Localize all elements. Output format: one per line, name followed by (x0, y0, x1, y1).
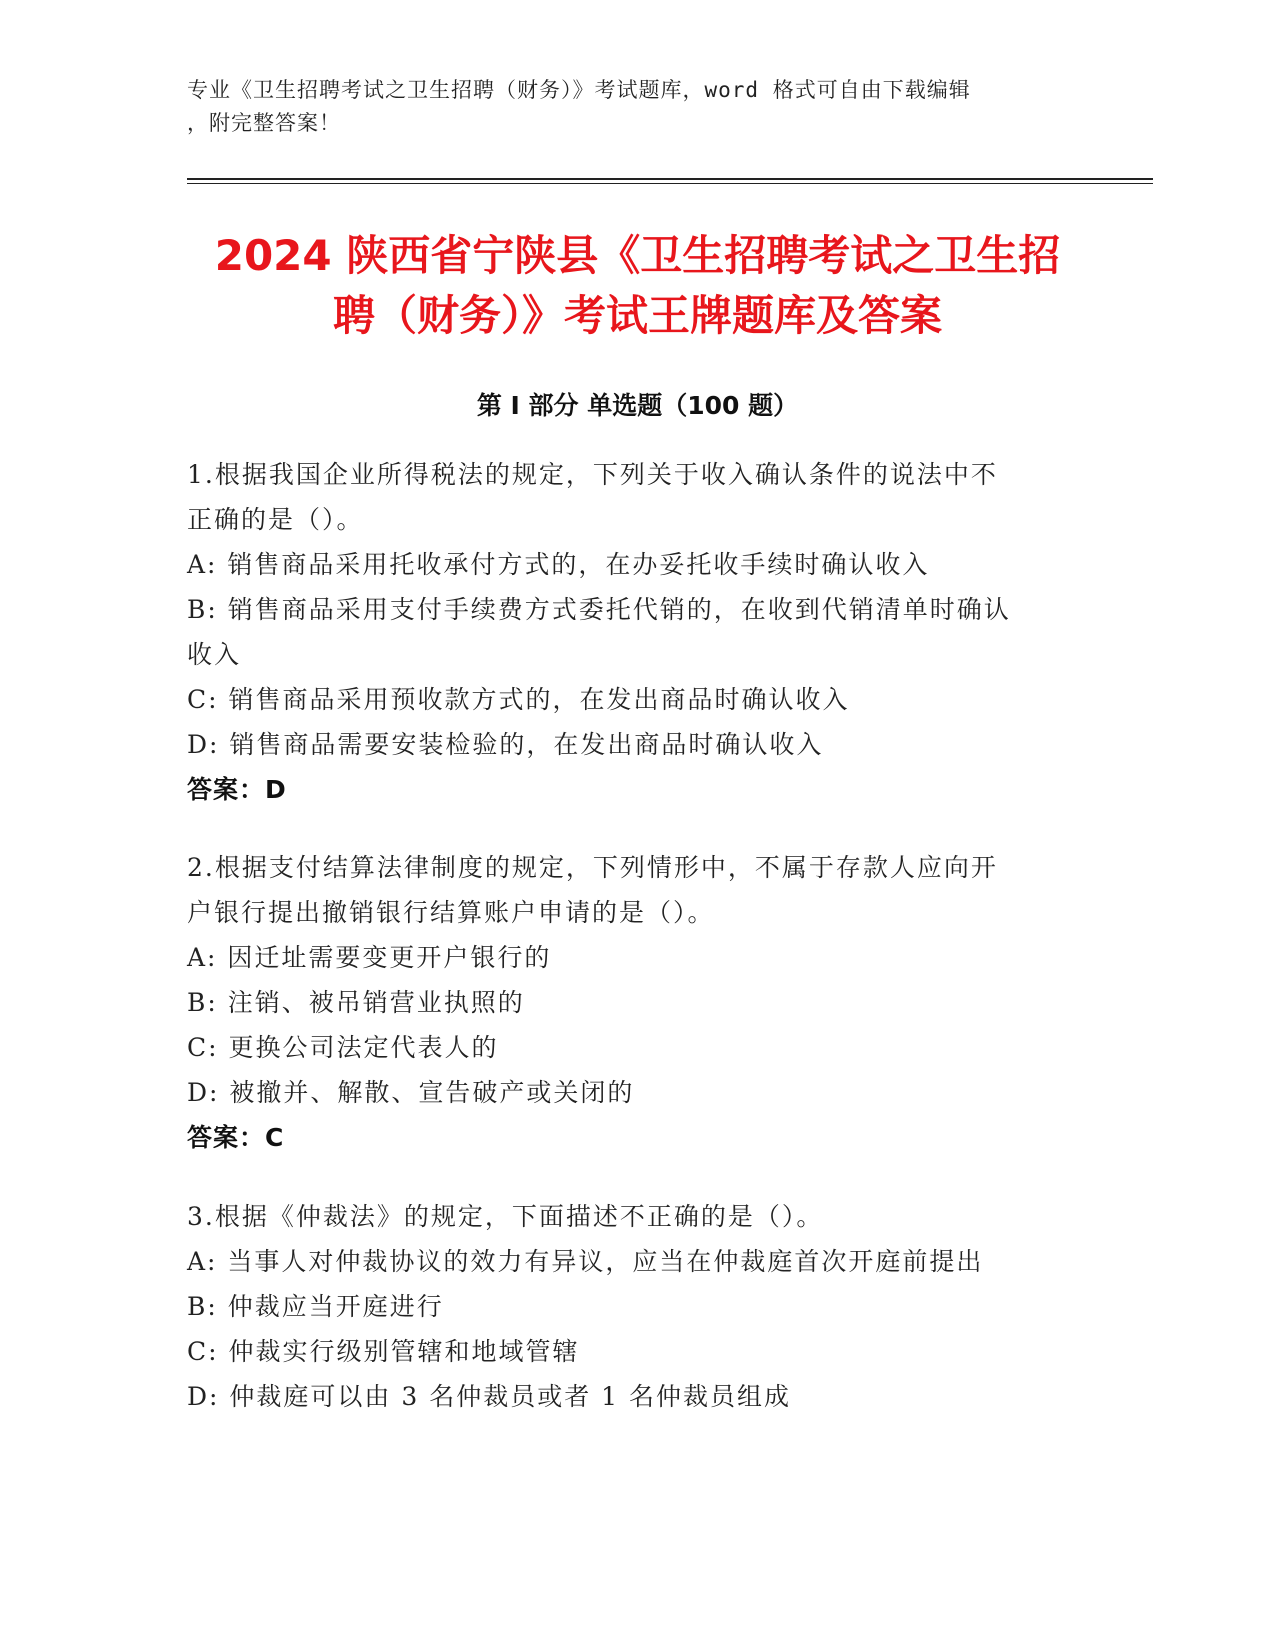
question-3 (187, 1194, 1087, 1419)
question-1-stem-line1: 1.根据我国企业所得税法的规定，下列关于收入确认条件的说法中不 (187, 460, 998, 489)
question-1-option-b-line2: 收入 (187, 640, 242, 669)
title-line-1: 2024 陕西省宁陕县《卫生招聘考试之卫生招 (214, 231, 1061, 280)
question-2 (187, 845, 1087, 1160)
question-1-stem-line2: 正确的是（）。 (187, 505, 364, 534)
question-2-stem-line1: 2.根据支付结算法律制度的规定，下列情形中，不属于存款人应向开 (187, 853, 998, 882)
section-heading: 第 I 部分 单选题（100 题） (476, 391, 799, 420)
question-2-option-d: D: 被撤并、解散、宣告破产或关闭的 (187, 1078, 635, 1107)
question-3-option-a: A: 当事人对仲裁协议的效力有异议，应当在仲裁庭首次开庭前提出 (187, 1247, 984, 1276)
question-2-option-a: A: 因迁址需要变更开户银行的 (187, 943, 552, 972)
question-3-option-b: B: 仲裁应当开庭进行 (187, 1292, 444, 1321)
question-1 (187, 452, 1087, 812)
header-note (187, 74, 1087, 140)
header-divider-thick (187, 178, 1153, 180)
question-1-option-b-line1: B: 销售商品采用支付手续费方式委托代销的，在收到代销清单时确认 (187, 595, 1011, 624)
question-1-option-a: A: 销售商品采用托收承付方式的，在办妥托收手续时确认收入 (187, 550, 930, 579)
question-3-option-c: C: 仲裁实行级别管辖和地域管辖 (187, 1337, 580, 1366)
header-note-line1: 专业《卫生招聘考试之卫生招聘（财务）》考试题库，word 格式可自由下载编辑 (187, 78, 971, 102)
question-2-option-c: C: 更换公司法定代表人的 (187, 1033, 499, 1062)
question-3-stem: 3.根据《仲裁法》的规定，下面描述不正确的是（）。 (187, 1202, 824, 1231)
question-3-option-d: D: 仲裁庭可以由 3 名仲裁员或者 1 名仲裁员组成 (187, 1382, 792, 1411)
header-note-line2: ，附完整答案！ (187, 111, 341, 135)
question-1-option-c: C: 销售商品采用预收款方式的，在发出商品时确认收入 (187, 685, 850, 714)
question-2-stem-line2: 户银行提出撤销银行结算账户申请的是（）。 (187, 898, 715, 927)
document-title (130, 226, 1145, 346)
question-2-answer: 答案：C (187, 1123, 285, 1152)
question-1-answer: 答案：D (187, 775, 287, 804)
header-divider-thin (187, 183, 1153, 184)
title-line-2: 聘（财务）》考试王牌题库及答案 (332, 291, 942, 340)
question-2-option-b: B: 注销、被吊销营业执照的 (187, 988, 525, 1017)
question-1-option-d: D: 销售商品需要安装检验的，在发出商品时确认收入 (187, 730, 824, 759)
